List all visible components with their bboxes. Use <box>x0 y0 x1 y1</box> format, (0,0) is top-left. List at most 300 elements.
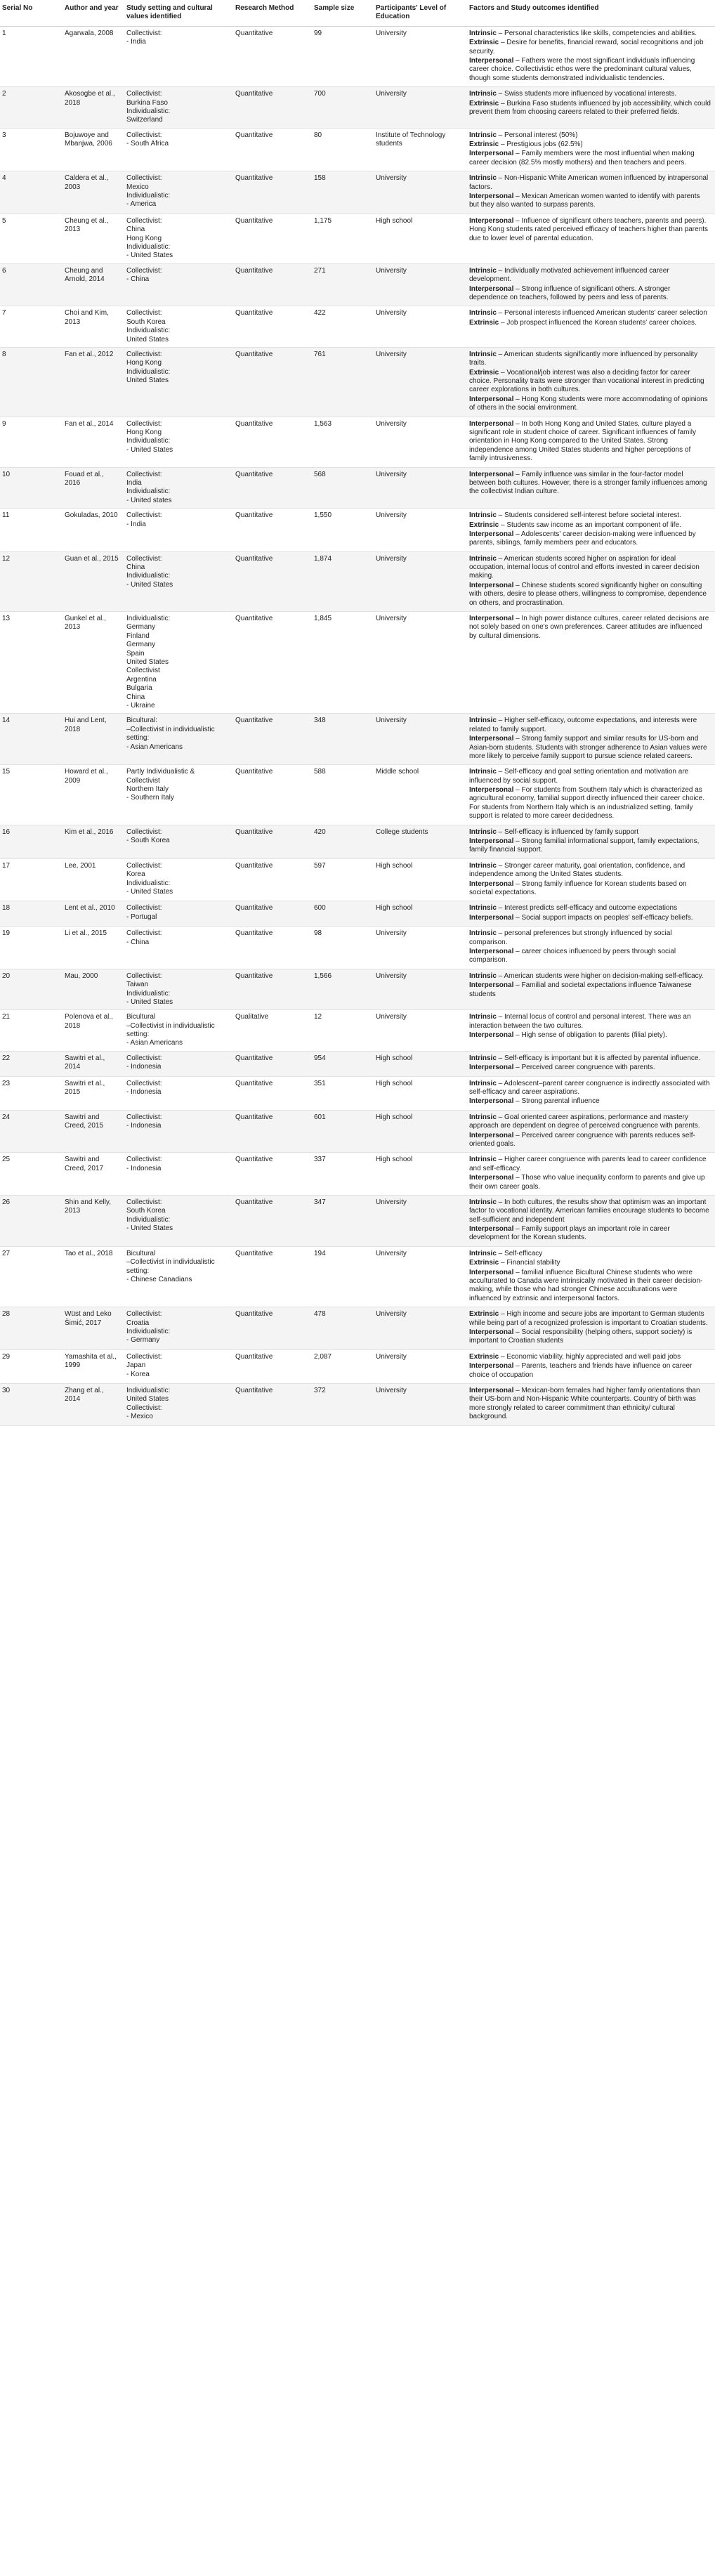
cell-study-setting <box>124 1246 223 1307</box>
setting-line: United States <box>126 377 169 385</box>
cell-sample-size: 158 <box>312 171 374 214</box>
cell-study-setting <box>124 825 223 858</box>
cell-serial-no: 16 <box>0 825 63 858</box>
cell-author-year: Lent et al., 2010 <box>63 901 124 927</box>
setting-line: Burkina Faso <box>126 98 168 107</box>
table-row <box>0 347 715 417</box>
setting-line: Hong Kong <box>126 429 162 437</box>
cell-study-outcomes <box>467 1307 715 1350</box>
setting-line: - Asian Americans <box>126 743 183 751</box>
setting-line: Mexico <box>126 183 149 191</box>
cell-education-level: University <box>374 1195 467 1246</box>
setting-line: Collectivist: <box>126 216 162 225</box>
cell-study-outcomes <box>467 551 715 611</box>
cell-study-setting <box>124 1383 223 1425</box>
cell-serial-no: 13 <box>0 612 63 714</box>
outcome-factor-label: Intrinsic <box>469 511 497 520</box>
cell-study-outcomes <box>467 1349 715 1383</box>
cell-education-level: University <box>374 714 467 765</box>
outcome-text: – Influence of significant others teachers, parents and peers). Hong Kong students rated perceived efficacy of teachers higher than parents due to lower level of parental education. <box>469 216 709 242</box>
cell-research-method: Quantitative <box>223 1349 312 1383</box>
cell-research-method: Quantitative <box>223 128 312 171</box>
table-row <box>0 714 715 765</box>
setting-line: Hong Kong <box>126 234 162 242</box>
cell-author-year: Bojuwoye and Mbanjwa, 2006 <box>63 128 124 171</box>
setting-line: United States <box>126 1395 169 1404</box>
outcome-text: – Personal interest (50%) <box>496 131 578 139</box>
cell-author-year: Mau, 2000 <box>63 969 124 1010</box>
cell-serial-no: 17 <box>0 858 63 901</box>
cell-research-method: Quantitative <box>223 714 312 765</box>
cell-study-setting <box>124 969 223 1010</box>
outcome-factor-label: Extrinsic <box>469 39 499 47</box>
setting-line: Individualistic: <box>126 1215 171 1224</box>
setting-line: Taiwan <box>126 981 149 989</box>
table-row <box>0 171 715 214</box>
outcome-text: – Higher career congruence with parents lead to career confidence and self-efficacy. <box>469 1156 707 1172</box>
outcome-factor-label: Intrinsic <box>469 554 497 563</box>
outcome-text: – Personal characteristics like skills, competencies and abilities. <box>496 29 697 37</box>
cell-study-setting <box>124 128 223 171</box>
outcome-text: – For students from Southern Italy which is characterized as agricultural economy, familial support directly influenced their career choice. For students from Northern Italy which is an industrialized setting, family support is related to more career decidedness. <box>469 786 704 820</box>
setting-line: - Indonesia <box>126 1088 162 1097</box>
outcome-text: – Students considered self-interest before societal interest. <box>496 511 681 520</box>
setting-line: - Southern Italy <box>126 794 174 802</box>
cell-author-year: Tao et al., 2018 <box>63 1246 124 1307</box>
outcome-text: – Financial stability <box>499 1259 560 1267</box>
outcome-factor-label: Intrinsic <box>469 174 497 183</box>
cell-research-method: Quantitative <box>223 927 312 969</box>
outcome-entry <box>469 768 711 785</box>
cell-study-setting <box>124 467 223 509</box>
outcome-entry <box>469 837 711 855</box>
outcome-factor-label: Interpersonal <box>469 1031 514 1040</box>
cell-research-method: Quantitative <box>223 171 312 214</box>
outcome-factor-label: Interpersonal <box>469 581 514 589</box>
cell-education-level: High school <box>374 214 467 263</box>
setting-line: Finland <box>126 632 150 640</box>
outcome-text: – In both Hong Kong and United States, culture played a significant role in student choice of career. Significant influences of family orientation in Hong Kong compared to the United States. Strong independence among United States students and higher perceptions of family intrusiveness. <box>469 419 696 463</box>
cell-serial-no: 23 <box>0 1076 63 1110</box>
cell-sample-size: 478 <box>312 1307 374 1350</box>
cell-study-outcomes <box>467 263 715 306</box>
cell-education-level: University <box>374 87 467 129</box>
cell-study-outcomes <box>467 1110 715 1153</box>
cell-study-outcomes <box>467 1010 715 1052</box>
outcome-text: – Perceived career congruence with parents. <box>513 1064 655 1072</box>
setting-line: South Korea <box>126 318 166 326</box>
cell-research-method: Quantitative <box>223 1246 312 1307</box>
cell-research-method: Quantitative <box>223 1076 312 1110</box>
cell-education-level: University <box>374 509 467 552</box>
cell-author-year: Sawitri and Creed, 2017 <box>63 1153 124 1196</box>
cell-study-outcomes <box>467 1195 715 1246</box>
setting-line: Collectivist: <box>126 904 162 913</box>
outcome-entry <box>469 904 711 913</box>
outcome-entry <box>469 39 711 56</box>
table-row <box>0 87 715 129</box>
outcome-factor-label: Intrinsic <box>469 768 497 776</box>
outcome-factor-label: Interpersonal <box>469 1174 514 1182</box>
cell-sample-size: 1,566 <box>312 969 374 1010</box>
cell-author-year: Gokuladas, 2010 <box>63 509 124 552</box>
cell-serial-no: 29 <box>0 1349 63 1383</box>
cell-author-year: Zhang et al., 2014 <box>63 1383 124 1425</box>
cell-sample-size: 597 <box>312 858 374 901</box>
setting-line: Collectivist: <box>126 1352 162 1361</box>
cell-education-level: University <box>374 417 467 467</box>
cell-sample-size: 194 <box>312 1246 374 1307</box>
setting-line: Collectivist: <box>126 266 162 275</box>
setting-line: - China <box>126 275 150 284</box>
setting-line: Collectivist: <box>126 470 162 478</box>
cell-education-level: University <box>374 1383 467 1425</box>
cell-serial-no: 15 <box>0 765 63 825</box>
outcome-factor-label: Interpersonal <box>469 1064 514 1072</box>
cell-education-level: University <box>374 612 467 714</box>
outcome-text: – Mexican American women wanted to identify with parents but they also wanted to surpass parents. <box>469 192 700 209</box>
outcome-text: – Strong family support and similar results for US-born and Asian-born students. Students with stronger adherence to Asian values were more likely to perceive family support to pursue science related careers. <box>469 735 707 760</box>
outcome-text: – Those who value inequality conform to parents and give up their own career goals. <box>469 1174 705 1191</box>
cell-education-level: University <box>374 26 467 86</box>
cell-study-outcomes <box>467 509 715 552</box>
cell-research-method: Quantitative <box>223 765 312 825</box>
cell-serial-no: 24 <box>0 1110 63 1153</box>
cell-serial-no: 25 <box>0 1153 63 1196</box>
outcome-factor-label: Intrinsic <box>469 1198 497 1206</box>
cell-sample-size: 954 <box>312 1051 374 1076</box>
cell-research-method: Quantitative <box>223 551 312 611</box>
cell-sample-size: 568 <box>312 467 374 509</box>
outcome-entry <box>469 1387 711 1422</box>
outcome-factor-label: Interpersonal <box>469 615 514 623</box>
cell-study-outcomes <box>467 969 715 1010</box>
setting-line: India <box>126 478 142 487</box>
setting-line: Northern Italy <box>126 785 169 794</box>
outcome-factor-label: Interpersonal <box>469 786 514 795</box>
setting-line: Japan <box>126 1361 146 1370</box>
outcome-factor-label: Interpersonal <box>469 735 514 743</box>
table-row <box>0 263 715 306</box>
table-row <box>0 927 715 969</box>
setting-line: Individualistic: <box>126 989 171 998</box>
setting-line: Partly Individualistic & Collectivist <box>126 768 195 785</box>
outcome-entry <box>469 100 711 117</box>
setting-line: –Collectivist in individualistic setting: <box>126 1021 215 1039</box>
outcome-factor-label: Intrinsic <box>469 861 497 870</box>
outcome-entry <box>469 140 711 149</box>
cell-serial-no: 28 <box>0 1307 63 1350</box>
table-body <box>0 26 715 1425</box>
cell-author-year: Gunkel et al., 2013 <box>63 612 124 714</box>
outcome-factor-label: Intrinsic <box>469 904 497 913</box>
cell-author-year: Sawitri et al., 2015 <box>63 1076 124 1110</box>
cell-author-year: Cheung and Arnold, 2014 <box>63 263 124 306</box>
setting-line: Collectivist: <box>126 309 162 318</box>
setting-line: - South Africa <box>126 140 169 148</box>
table-row <box>0 1246 715 1307</box>
outcome-text: – Burkina Faso students influenced by job accessibility, which could prevent them from choosing careers related to their preferred fields. <box>469 99 711 116</box>
table-row <box>0 26 715 86</box>
cell-serial-no: 10 <box>0 467 63 509</box>
outcome-entry <box>469 1328 711 1346</box>
outcome-text: – American students were higher on decision-making self-efficacy. <box>496 972 704 980</box>
outcome-text: – Desire for benefits, financial reward, social recognitions and job security. <box>469 39 704 55</box>
setting-line: Hong Kong <box>126 359 162 367</box>
outcome-entry <box>469 1198 711 1224</box>
outcome-text: – Individually motivated achievement influenced career development. <box>469 266 669 284</box>
outcome-entry <box>469 267 711 285</box>
outcome-text: – Self-efficacy and goal setting orientation and motivation are influenced by social support. <box>469 768 689 785</box>
cell-study-outcomes <box>467 417 715 467</box>
table-row <box>0 1010 715 1052</box>
cell-education-level: University <box>374 551 467 611</box>
outcome-entry <box>469 30 711 38</box>
outcome-factor-label: Extrinsic <box>469 368 499 377</box>
cell-research-method: Quantitative <box>223 1153 312 1196</box>
cell-author-year: Fouad et al., 2016 <box>63 467 124 509</box>
cell-education-level: University <box>374 1349 467 1383</box>
setting-line: Bicultural <box>126 1249 156 1257</box>
outcome-entry <box>469 735 711 761</box>
outcome-factor-label: Interpersonal <box>469 1225 514 1234</box>
cell-study-outcomes <box>467 1246 715 1307</box>
outcome-text: – American students scored higher on aspiration for ideal occupation, internal locus of control and efforts invested in career decision making. <box>469 554 700 580</box>
cell-serial-no: 9 <box>0 417 63 467</box>
setting-line: - United States <box>126 251 173 260</box>
cell-study-setting <box>124 1195 223 1246</box>
setting-line: - Mexico <box>126 1413 153 1421</box>
outcome-entry <box>469 521 711 530</box>
cell-education-level: University <box>374 1010 467 1052</box>
setting-line: Collectivist: <box>126 90 162 98</box>
setting-line: Argentina <box>126 675 157 684</box>
setting-line: Collectivist: <box>126 1113 162 1121</box>
outcome-factor-label: Interpersonal <box>469 56 514 65</box>
outcome-text: – Strong family influence for Korean students based on societal expectations. <box>469 880 687 896</box>
setting-line: China <box>126 225 145 234</box>
setting-line: Bulgaria <box>126 684 152 693</box>
setting-line: Bicultural: <box>126 717 157 725</box>
outcome-entry <box>469 131 711 140</box>
header-education-level: Participants' Level of Education <box>374 0 467 26</box>
cell-author-year: Fan et al., 2014 <box>63 417 124 467</box>
header-author-year: Author and year <box>63 0 124 26</box>
setting-line: Individualistic: <box>126 367 171 376</box>
cell-study-outcomes <box>467 214 715 263</box>
outcome-text: – personal preferences but strongly influenced by social comparison. <box>469 929 672 946</box>
cell-serial-no: 19 <box>0 927 63 969</box>
table-row <box>0 1195 715 1246</box>
setting-line: - India <box>126 38 146 46</box>
outcome-text: – Family members were the most influential when making career decision (82.5% mostly mothers) and then teachers and peers. <box>469 150 695 166</box>
cell-study-outcomes <box>467 858 715 901</box>
setting-line: - United States <box>126 445 173 454</box>
cell-research-method: Quantitative <box>223 509 312 552</box>
outcome-factor-label: Extrinsic <box>469 1352 499 1361</box>
cell-sample-size: 12 <box>312 1010 374 1052</box>
cell-serial-no: 6 <box>0 263 63 306</box>
setting-line: Individualistic: <box>126 1328 171 1335</box>
outcome-factor-label: Interpersonal <box>469 192 514 201</box>
outcome-factor-label: Intrinsic <box>469 929 497 938</box>
outcome-entry <box>469 1031 711 1040</box>
outcome-factor-label: Intrinsic <box>469 29 497 37</box>
cell-research-method: Quantitative <box>223 214 312 263</box>
cell-sample-size: 271 <box>312 263 374 306</box>
table-header-row <box>0 0 715 26</box>
setting-line: Germany <box>126 641 156 649</box>
outcome-text: – Social responsibility (helping others, support society) is important to Croatian students <box>469 1328 693 1345</box>
outcome-text: – Higher self-efficacy, outcome expectations, and interests were related to family support. <box>469 717 697 733</box>
outcome-text: – Family influence was similar in the four-factor model between both cultures. However, there is a stronger family influences among the collectivist Indian culture. <box>469 470 707 496</box>
outcome-text: – Interest predicts self-efficacy and outcome expectations <box>496 904 678 913</box>
outcome-entry <box>469 1054 711 1063</box>
outcome-text: – Chinese students scored significantly higher on consulting with others, desire to please others, willingness to compromise, dependence on others, and procrastination. <box>469 581 707 607</box>
cell-education-level: University <box>374 171 467 214</box>
outcome-text: – Self-efficacy <box>496 1249 543 1257</box>
cell-study-setting <box>124 263 223 306</box>
cell-education-level: High school <box>374 1153 467 1196</box>
outcome-text: – Students saw income as an important component of life. <box>499 521 681 529</box>
outcome-entry <box>469 471 711 497</box>
cell-education-level: University <box>374 263 467 306</box>
cell-sample-size: 420 <box>312 825 374 858</box>
setting-line: - Indonesia <box>126 1164 162 1172</box>
cell-study-outcomes <box>467 306 715 348</box>
outcome-text: – Personal interests influenced American students' career selection <box>496 309 707 318</box>
setting-line: Collectivist: <box>126 1079 162 1087</box>
cell-sample-size: 1,175 <box>312 214 374 263</box>
setting-line: Individualistic: <box>126 488 171 496</box>
setting-line: Korea <box>126 870 145 879</box>
cell-study-setting <box>124 927 223 969</box>
cell-author-year: Sawitri et al., 2014 <box>63 1051 124 1076</box>
cell-education-level: University <box>374 1307 467 1350</box>
cell-study-outcomes <box>467 1051 715 1076</box>
cell-education-level: High school <box>374 1110 467 1153</box>
cell-study-setting <box>124 1051 223 1076</box>
cell-study-setting <box>124 1010 223 1052</box>
setting-line: Individualistic: <box>126 1386 171 1394</box>
setting-line: Individualistic: <box>126 615 171 623</box>
cell-serial-no: 4 <box>0 171 63 214</box>
setting-line: - Chinese Canadians <box>126 1276 192 1284</box>
setting-line: Collectivist: <box>126 29 162 37</box>
setting-line: - India <box>126 520 146 528</box>
table-row <box>0 901 715 927</box>
outcome-text: – Internal locus of control and personal interest. There was an interaction between the two cultures. <box>469 1013 691 1030</box>
outcome-entry <box>469 1259 711 1267</box>
outcome-text: – career choices influenced by peers through social comparison. <box>469 947 676 965</box>
outcome-text: – In both cultures, the results show that optimism was an important factor to vocational identity. American families encourage students to become self-sufficient and independent <box>469 1198 709 1224</box>
outcome-factor-label: Interpersonal <box>469 837 514 846</box>
outcome-entry <box>469 828 711 837</box>
outcome-factor-label: Interpersonal <box>469 1386 514 1394</box>
outcome-entry <box>469 1174 711 1191</box>
outcome-factor-label: Intrinsic <box>469 1113 497 1121</box>
outcome-entry <box>469 285 711 303</box>
cell-serial-no: 12 <box>0 551 63 611</box>
setting-line: –Collectivist in individualistic setting: <box>126 1258 215 1275</box>
cell-study-setting <box>124 306 223 348</box>
outcome-entry <box>469 1310 711 1328</box>
table-row <box>0 858 715 901</box>
setting-line: Individualistic: <box>126 107 171 115</box>
cell-study-setting <box>124 612 223 714</box>
setting-line: Collectivist: <box>126 1156 162 1164</box>
outcome-factor-label: Interpersonal <box>469 285 514 293</box>
cell-author-year: Kim et al., 2016 <box>63 825 124 858</box>
cell-serial-no: 8 <box>0 347 63 417</box>
outcome-factor-label: Intrinsic <box>469 1013 497 1021</box>
outcome-entry <box>469 319 711 327</box>
setting-line: - Asian Americans <box>126 1039 183 1047</box>
outcome-factor-label: Interpersonal <box>469 1097 514 1106</box>
outcome-factor-label: Interpersonal <box>469 1328 514 1336</box>
table-row <box>0 765 715 825</box>
cell-research-method: Quantitative <box>223 1307 312 1350</box>
outcome-factor-label: Intrinsic <box>469 1156 497 1164</box>
outcome-factor-label: Interpersonal <box>469 395 514 403</box>
table-row <box>0 214 715 263</box>
outcome-entry <box>469 972 711 981</box>
outcome-entry <box>469 555 711 581</box>
cell-sample-size: 700 <box>312 87 374 129</box>
outcome-entry <box>469 862 711 880</box>
setting-line: Collectivist: <box>126 1054 162 1062</box>
cell-serial-no: 5 <box>0 214 63 263</box>
outcome-text: – Self-efficacy is important but it is affected by parental influence. <box>496 1054 701 1062</box>
outcome-factor-label: Interpersonal <box>469 1131 514 1139</box>
cell-research-method: Quantitative <box>223 1195 312 1246</box>
outcome-text: – High income and secure jobs are important to German students while being part of a recognized profession is important to Croatian students. <box>469 1310 708 1327</box>
outcome-text: – Vocational/job interest was also a deciding factor for career choice. Personality traits were stronger than vocational interest in predicting career explorations in both cultures. <box>469 368 704 394</box>
cell-study-setting <box>124 214 223 263</box>
cell-author-year: Agarwala, 2008 <box>63 26 124 86</box>
setting-line: Collectivist: <box>126 1310 162 1319</box>
cell-sample-size: 80 <box>312 128 374 171</box>
outcome-entry <box>469 1013 711 1031</box>
cell-education-level: High school <box>374 901 467 927</box>
outcome-factor-label: Extrinsic <box>469 99 499 107</box>
cell-study-outcomes <box>467 1383 715 1425</box>
outcome-factor-label: Extrinsic <box>469 1259 499 1267</box>
outcome-factor-label: Intrinsic <box>469 717 497 725</box>
cell-education-level: High school <box>374 1076 467 1110</box>
table-row <box>0 969 715 1010</box>
outcome-text: – Perceived career congruence with parents reduces self-oriented goals. <box>469 1131 695 1148</box>
outcome-factor-label: Intrinsic <box>469 1249 497 1257</box>
outcome-text: – Parents, teachers and friends have influence on career choice of occupation <box>469 1362 693 1379</box>
cell-education-level: University <box>374 927 467 969</box>
cell-study-outcomes <box>467 26 715 86</box>
cell-study-setting <box>124 26 223 86</box>
outcome-text: – Social support impacts on peoples' self-efficacy beliefs. <box>513 913 693 922</box>
cell-author-year: Caldera et al., 2003 <box>63 171 124 214</box>
table-row <box>0 551 715 611</box>
cell-sample-size: 1,845 <box>312 612 374 714</box>
outcome-text: – Family support plays an important role in career development for the Korean students. <box>469 1225 670 1242</box>
setting-line: Collectivist: <box>126 861 162 870</box>
setting-line: Collectivist: <box>126 419 162 428</box>
setting-line: - Korea <box>126 1370 150 1378</box>
cell-study-outcomes <box>467 467 715 509</box>
table-row <box>0 306 715 348</box>
table-row <box>0 612 715 714</box>
outcome-text: – High sense of obligation to parents (filial piety). <box>513 1031 667 1040</box>
setting-line: Individualistic: <box>126 572 171 580</box>
